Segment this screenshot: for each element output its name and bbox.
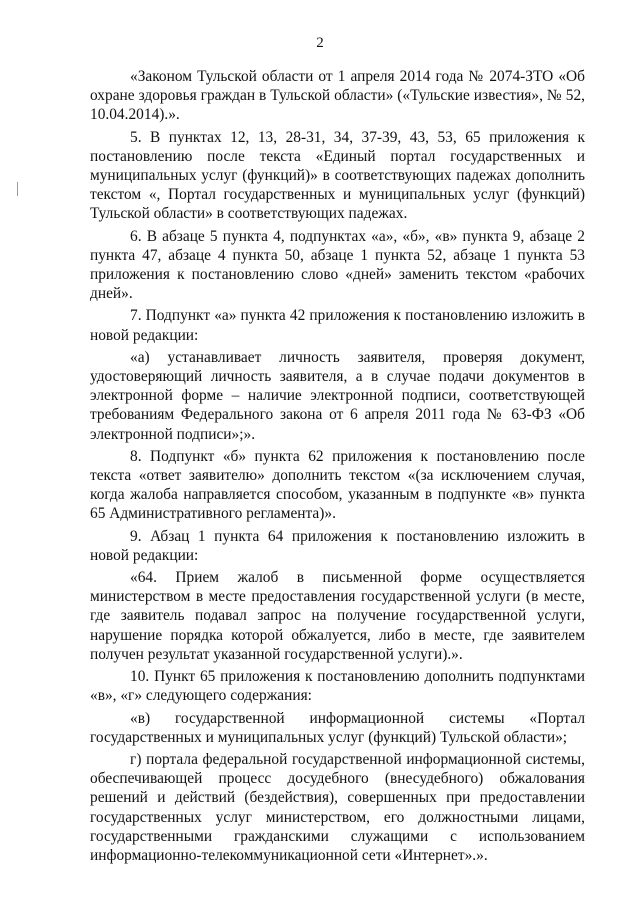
page-number: 2	[316, 35, 324, 51]
paragraph-item-7-quote: «а) устанавливает личность заявителя, проверяя документ, удостоверяющий личность заявителя, а в случае подачи документов в электронной форме – наличие электронной подписи, соответствующей требованиям Федерального закона от 6 апреля 2011 года № 63-ФЗ «Об электронной подписи»;».	[90, 348, 585, 443]
paragraph-item-6: 6. В абзаце 5 пункта 4, подпунктах «а», «б», «в» пункта 9, абзаце 2 пункта 47, абзаце 4 пункта 50, абзаце 1 пункта 52, абзаце 1 пункта 53 приложения к постановлению слово «дней» заменить текстом «рабочих дней».	[90, 227, 585, 303]
paragraph-item-10-subitem-g: г) портала федеральной государственной информационной системы, обеспечивающей процесс досудебного (внесудебного) обжалования решений и действий (бездействия), совершенных при предоставлении государственных услуг министерством, его должностными лицами, государственными гражданскими служащими с использованием информационно-телекоммуникационной сети «Интернет».».	[90, 750, 585, 864]
paragraph-item-9-quote: «64. Прием жалоб в письменной форме осуществляется министерством в месте предоставления государственной услуги (в месте, где заявитель подавал запрос на получение государственной услуги, нарушение порядка которой обжалуется, либо в месте, где заявителем получен результат указанной государственной услуги).».	[90, 569, 585, 663]
paragraph-item-8: 8. Подпункт «б» пункта 62 приложения к постановлению после текста «ответ заявителю» дополнить текстом «(за исключением случая, когда жалоба направляется способом, указанным в подпункте «в» пункта 65 Административного регламента)».	[90, 447, 585, 523]
paragraph-item-10: 10. Пункт 65 приложения к постановлению дополнить подпунктами «в», «г» следующего содержания:	[90, 668, 585, 705]
paragraph-item-9: 9. Абзац 1 пункта 64 приложения к постановлению изложить в новой редакции:	[90, 527, 585, 564]
paragraph-item-10-subitem-v: «в) государственной информационной системы «Портал государственных и муниципальных услуг (функций) Тульской области»;	[90, 709, 585, 746]
paragraph-item-5: 5. В пунктах 12, 13, 28-31, 34, 37-39, 43, 53, 65 приложения к постановлению после текста «Единый портал государственных и муниципальных услуг (функций)» в соответствующих падежах дополнить текстом «, Портал государственных и муниципальных услуг (функций) Тульской области» в соответствующих падежах.	[90, 128, 585, 223]
paragraph-item-7: 7. Подпункт «а» пункта 42 приложения к постановлению изложить в новой редакции:	[90, 307, 585, 344]
margin-mark	[17, 182, 18, 196]
paragraph-law-reference: «Законом Тульской области от 1 апреля 2014 года № 2074-ЗТО «Об охране здоровья граждан в Тульской области» («Тульские известия», № 52, 10.04.2014).».	[90, 68, 585, 124]
document-body	[90, 67, 585, 865]
